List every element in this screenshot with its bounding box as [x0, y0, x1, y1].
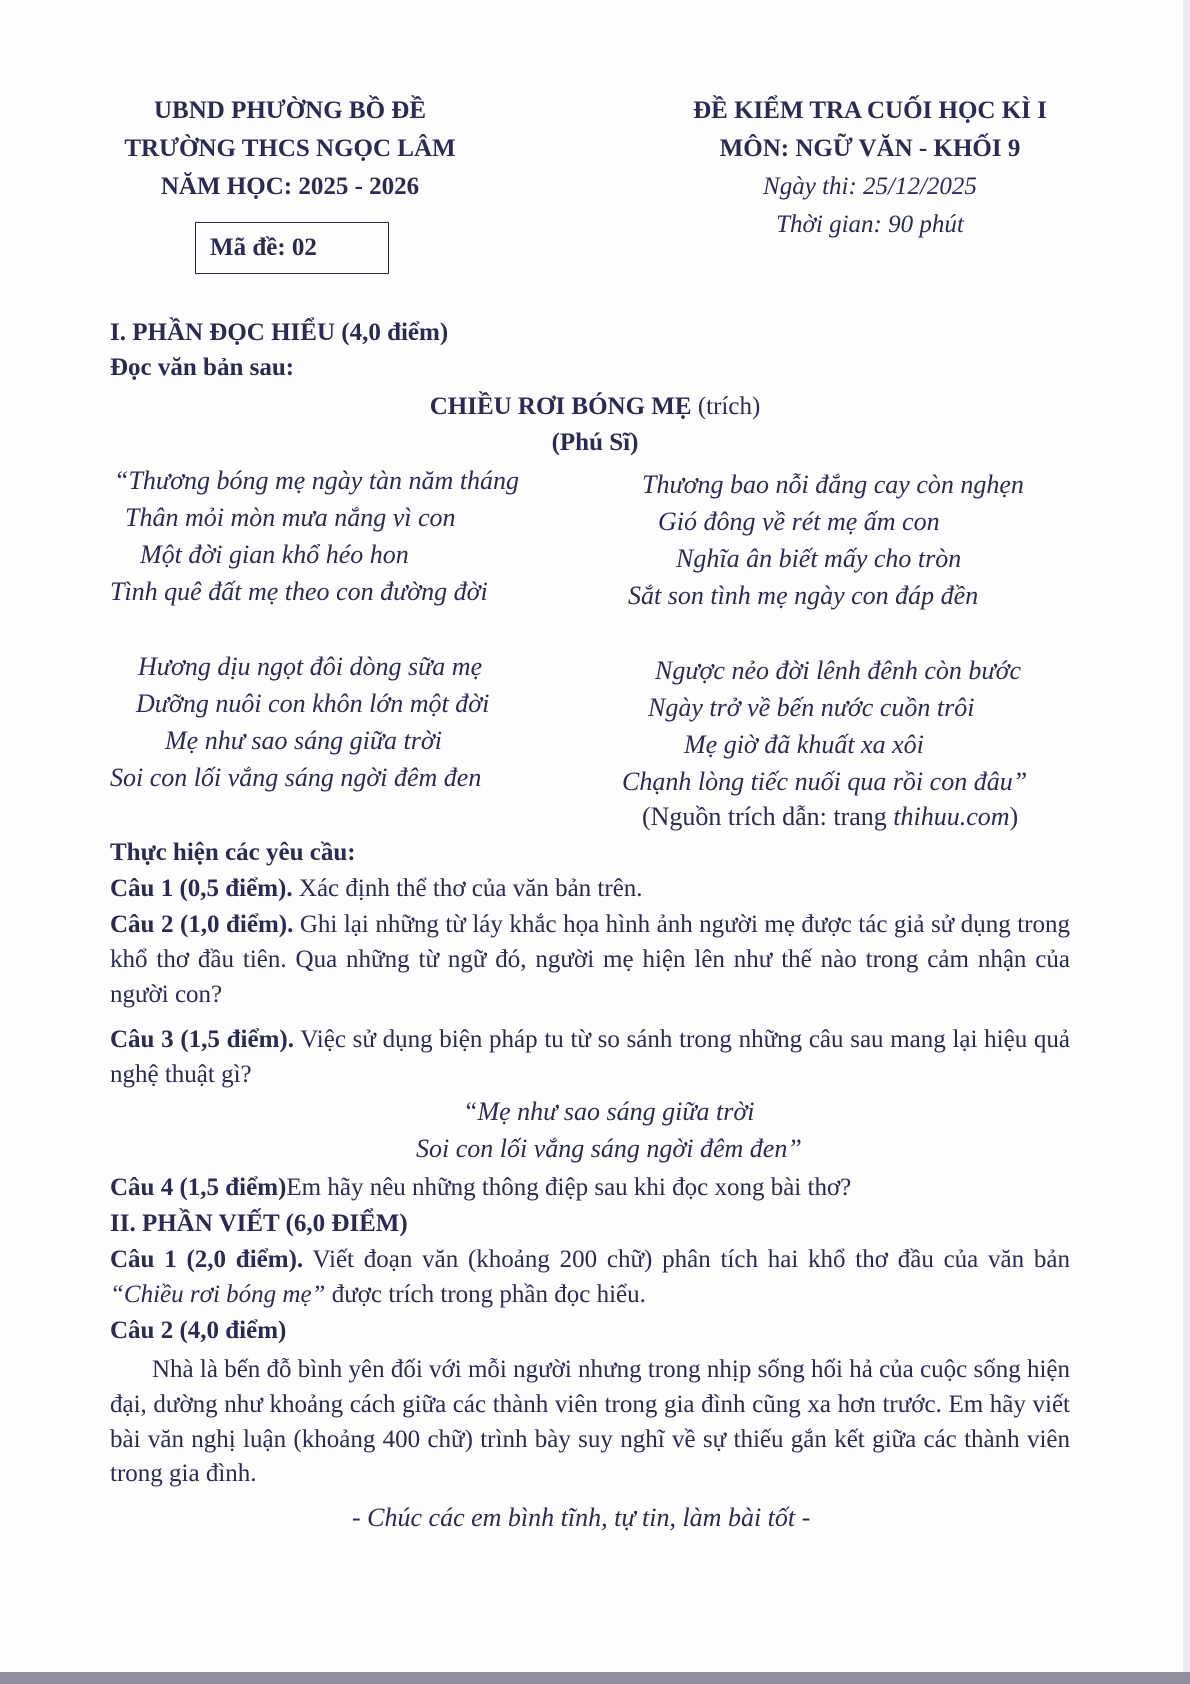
question-text: Viết đoạn văn (khoảng 200 chữ) phân tích hai khổ thơ đầu của văn bản: [303, 1246, 1070, 1273]
question-label: Câu 1 (2,0 điểm).: [110, 1246, 304, 1273]
poem-title: CHIỀU RƠI BÓNG MẸ: [429, 393, 692, 420]
source-suffix: ): [1009, 802, 1019, 831]
reading-instruction: Đọc văn bản sau:: [110, 354, 295, 381]
scan-edge: [1183, 0, 1190, 1684]
poem-line: Sắt son tình mẹ ngày con đáp đền: [628, 581, 979, 610]
exam-date: Ngày thi: 25/12/2025: [763, 173, 977, 200]
poem-line: Mẹ như sao sáng giữa trời: [165, 726, 442, 755]
reading-question-3: [110, 1023, 1070, 1093]
question-text: Em hãy nêu những thông điệp sau khi đọc xong bài thơ?: [286, 1174, 852, 1201]
poem-source: [642, 800, 1018, 834]
poem-title-note: (trích): [697, 393, 761, 420]
ward-name: UBND PHƯỜNG BỒ ĐỀ: [154, 97, 426, 124]
writing-question-2-label: Câu 2 (4,0 điểm): [110, 1317, 287, 1344]
exam-title: ĐỀ KIỂM TRA CUỐI HỌC KÌ I: [693, 97, 1047, 124]
poem-line: Chạnh lòng tiếc nuối qua rồi con đâu”: [622, 767, 1028, 796]
reading-question-1: [110, 872, 1070, 907]
poem-line: “Thương bóng mẹ ngày tàn năm tháng: [114, 466, 520, 495]
question-text: Ghi lại những từ láy khắc họa hình ảnh người mẹ được tác giả sử dụng trong khổ thơ đầu tiên. Qua những từ ngữ đó, người mẹ hiện lên như thế nào trong cảm nhận của người con?: [110, 911, 1070, 1008]
poem-line: Thương bao nỗi đắng cay còn nghẹn: [642, 470, 1024, 499]
exam-code-box: Mã đề: 02: [195, 222, 389, 274]
poem-line: Mẹ giờ đã khuất xa xôi: [684, 730, 924, 759]
source-prefix: (Nguồn trích dẫn: trang: [642, 802, 894, 831]
exam-subject: MÔN: NGỮ VĂN - KHỐI 9: [719, 135, 1021, 162]
writing-question-1: [110, 1243, 1070, 1313]
scan-edge: [0, 1672, 1190, 1684]
school-name: TRƯỜNG THCS NGỌC LÂM: [124, 135, 456, 162]
school-year: NĂM HỌC: 2025 - 2026: [160, 173, 420, 200]
poem-line: Tình quê đất mẹ theo con đường đời: [110, 577, 488, 606]
exam-duration: Thời gian: 90 phút: [776, 211, 964, 238]
reading-question-4: [110, 1171, 1070, 1206]
quote-line: Soi con lối vắng sáng ngời đêm đen”: [416, 1134, 802, 1163]
poem-author: (Phú Sĩ): [551, 429, 639, 456]
question-text: Xác định thể thơ của văn bản trên.: [292, 875, 643, 902]
poem-line: Nghĩa ân biết mấy cho tròn: [676, 544, 962, 573]
question-label: Câu 1 (0,5 điểm).: [110, 875, 293, 902]
reading-heading: I. PHẦN ĐỌC HIỂU (4,0 điểm): [110, 319, 449, 346]
question-text: Việc sử dụng biện pháp tu từ so sánh trong những câu sau mang lại hiệu quả nghệ thuật gì?: [110, 1026, 1070, 1088]
poem-line: Gió đông về rét mẹ ấm con: [658, 507, 940, 536]
school-header: [80, 92, 500, 206]
poem-line: Ngày trở về bến nước cuồn trôi: [648, 693, 975, 722]
poem-line: Soi con lối vắng sáng ngời đêm đen: [110, 763, 482, 792]
quote-line: “Mẹ như sao sáng giữa trời: [463, 1097, 755, 1126]
requirements-label: Thực hiện các yêu cầu:: [110, 839, 356, 866]
poem-title-line: [0, 390, 1190, 424]
question-label: Câu 3 (1,5 điểm).: [110, 1026, 294, 1053]
writing-question-2-text: Nhà là bến đỗ bình yên đối với mỗi người nhưng trong nhịp sống hối hả của cuộc sống hiện đại, dường như khoảng cách giữa các thành viên trong gia đình cũng xa hơn trước. Em hãy viết bài văn nghị luận (khoảng 400 chữ) trình bày suy nghĩ về sự thiếu gắn kết giữa các thành viên trong gia đình.: [110, 1356, 1070, 1488]
poem-line: Hương dịu ngọt đôi dòng sữa mẹ: [138, 652, 483, 681]
reading-question-2: [110, 908, 1070, 1012]
question-text: được trích trong phần đọc hiểu.: [325, 1280, 646, 1308]
poem-line: Thân mỏi mòn mưa nắng vì con: [125, 503, 456, 532]
source-site: thihuu.com: [893, 802, 1010, 831]
poem-line: Một đời gian khổ héo hon: [140, 540, 409, 569]
question-label: Câu 4 (1,5 điểm): [110, 1174, 287, 1201]
poem-title-reference: “Chiều rơi bóng mẹ”: [110, 1280, 326, 1308]
exam-header: [640, 92, 1100, 244]
closing-note: - Chúc các em bình tĩnh, tự tin, làm bài tốt -: [352, 1503, 811, 1532]
writing-heading: II. PHẦN VIẾT (6,0 ĐIỂM): [110, 1210, 408, 1237]
question-label: Câu 2 (1,0 điểm).: [110, 911, 294, 938]
poem-line: Ngược nẻo đời lênh đênh còn bước: [655, 656, 1022, 685]
poem-line: Dưỡng nuôi con khôn lớn một đời: [136, 689, 490, 718]
